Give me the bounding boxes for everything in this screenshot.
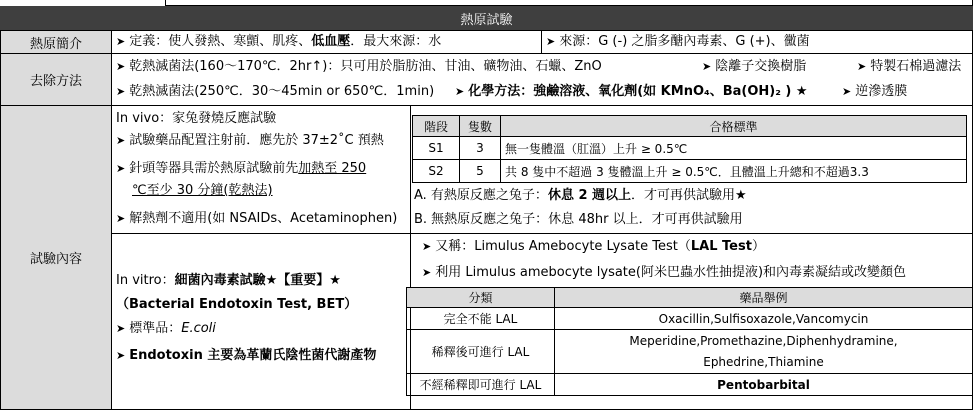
in-vivo-cell [111,105,411,234]
in-vivo-bullet-1: 試驗藥品配置注射前．應先於 37±2˚C 預熱 [129,133,384,148]
removal-dry-heat-1: 乾熱滅菌法(160～170℃．2hr↑)：只可用於脂肪油、甘油、礦物油、石蠟、ZnO [129,59,602,74]
intro-source-cell [541,30,973,54]
standard-ecoli: E.coli [181,321,216,336]
lal-aka-prefix: 又稱：Limulus Amebocyte Lysate Test（ [435,239,691,254]
note-a-bold: 休息 2 週以上 [547,188,632,203]
removal-reverse-osmosis: 逆滲透膜 [855,84,908,99]
arrow-bullet-icon: ➤ [842,85,852,98]
count-cell: 3 [460,137,501,160]
removal-chemical: 化學方法：強鹼溶液、氧化劑(如 KMnO₄、Ba(OH)₂ ) ★ [468,84,808,99]
table-row [407,374,973,396]
removal-dry-heat-2: 乾熱滅菌法(250℃．30～45min or 650℃．1min) [129,84,435,99]
drug-line-2: Ephedrine,Thiamine [703,354,824,369]
arrow-bullet-icon: ➤ [116,349,126,362]
drug-line-1: Meperidine,Promethazine,Diphenhydramine, [629,333,898,348]
category-cell: 稀釋後可進行 LAL [407,330,555,374]
intro-def-suffix: ．最大來源：水 [350,34,442,49]
category-cell: 不經稀釋即可進行 LAL [407,374,555,396]
arrow-bullet-icon: ➤ [116,134,126,147]
removal-cell [111,53,973,106]
removal-asbestos-filter: 特製石棉過濾法 [870,59,962,74]
count-cell: 5 [460,160,501,183]
row-label-removal: 去除方法 [0,53,112,106]
arrow-bullet-icon: ➤ [116,322,126,335]
arrow-bullet-icon: ➤ [455,85,465,98]
note-a-suffix: ．才可再供試驗用★ [631,188,747,203]
removal-ion-exchange: 陰離子交換樹脂 [715,59,807,74]
in-vivo-bullet-2a: 針頭等器具需於熱原試驗前先 [129,161,299,176]
intro-definition-cell [111,30,542,54]
intro-def-text: 定義：使人發熱、寒顫、肌疼、 [129,34,312,49]
criteria-cell: 無一隻體溫（肛溫）上升 ≥ 0.5℃ [501,137,967,160]
arrow-bullet-icon: ➤ [116,212,126,225]
criteria-cell: 共 8 隻中不超過 3 隻體溫上升 ≥ 0.5℃．且體溫上升總和不超過3.3 [501,160,967,183]
category-cell: 完全不能 LAL [407,308,555,330]
arrow-bullet-icon: ➤ [116,85,126,98]
drug-cell [555,330,973,374]
col-category: 分類 [407,288,555,308]
stage-cell: S1 [413,137,460,160]
standard-label: 標準品： [129,321,182,336]
note-a-prefix: A. 有熱原反應之兔子： [414,188,548,203]
in-vivo-bullet-2b: ℃至少 30 分鐘(乾熱法) [132,183,273,198]
table-row [407,330,973,374]
endotoxin-note: Endotoxin 主要為革蘭氏陰性菌代謝產物 [129,348,377,363]
stage-cell: S2 [413,160,460,183]
table-row [413,160,967,183]
intro-def-bold: 低血壓 [311,34,351,49]
row-label-test: 試驗內容 [0,105,112,410]
row-label-intro: 熱原簡介 [0,30,112,54]
in-vitro-title-bold: 細菌內毒素試驗★【重要】★ [174,273,341,288]
lal-usage: 利用 Limulus amebocyte lysate(阿米巴蟲水性抽提液)和內毒素凝結或改變顏色 [435,265,907,280]
in-vitro-cell [111,233,411,410]
arrow-bullet-icon: ➤ [422,266,432,279]
in-vitro-title: In vitro： [116,273,175,288]
arrow-bullet-icon: ➤ [422,240,432,253]
arrow-bullet-icon: ➤ [116,60,126,73]
intro-source-text: 來源：G (-) 之脂多醣內毒素、G (+)、黴菌 [559,34,810,49]
in-vivo-criteria-cell [410,105,973,234]
col-stage: 階段 [413,116,460,137]
table-row [407,308,973,330]
rabbit-criteria-table [412,115,967,183]
lal-drug-table [406,287,973,396]
in-vivo-bullet-3: 解熱劑不適用(如 NSAIDs、Acetaminophen) [129,211,398,226]
lal-aka-suffix: ） [751,239,765,254]
col-criteria: 合格標準 [501,116,967,137]
drug-cell: Oxacillin,Sulfisoxazole,Vancomycin [555,308,973,330]
table-title: 熱原試驗 [0,6,973,30]
in-vitro-bet: （Bacterial Endotoxin Test, BET） [116,297,358,312]
arrow-bullet-icon: ➤ [702,60,712,73]
note-b: B. 無熱原反應之兔子：休息 48hr 以上．才可再供試驗用 [414,212,743,227]
col-count: 隻數 [460,116,501,137]
arrow-bullet-icon: ➤ [116,162,126,175]
in-vivo-title: In vivo：家兔發燒反應試驗 [116,111,277,126]
drug-cell: Pentobarbital [555,374,973,396]
lal-aka-bold: LAL Test [690,239,752,254]
arrow-bullet-icon: ➤ [116,35,126,48]
arrow-bullet-icon: ➤ [857,60,867,73]
col-drug-examples: 藥品舉例 [555,288,973,308]
table-row [413,137,967,160]
arrow-bullet-icon: ➤ [546,35,556,48]
in-vivo-bullet-2u: 加熱至 250 [298,161,367,176]
